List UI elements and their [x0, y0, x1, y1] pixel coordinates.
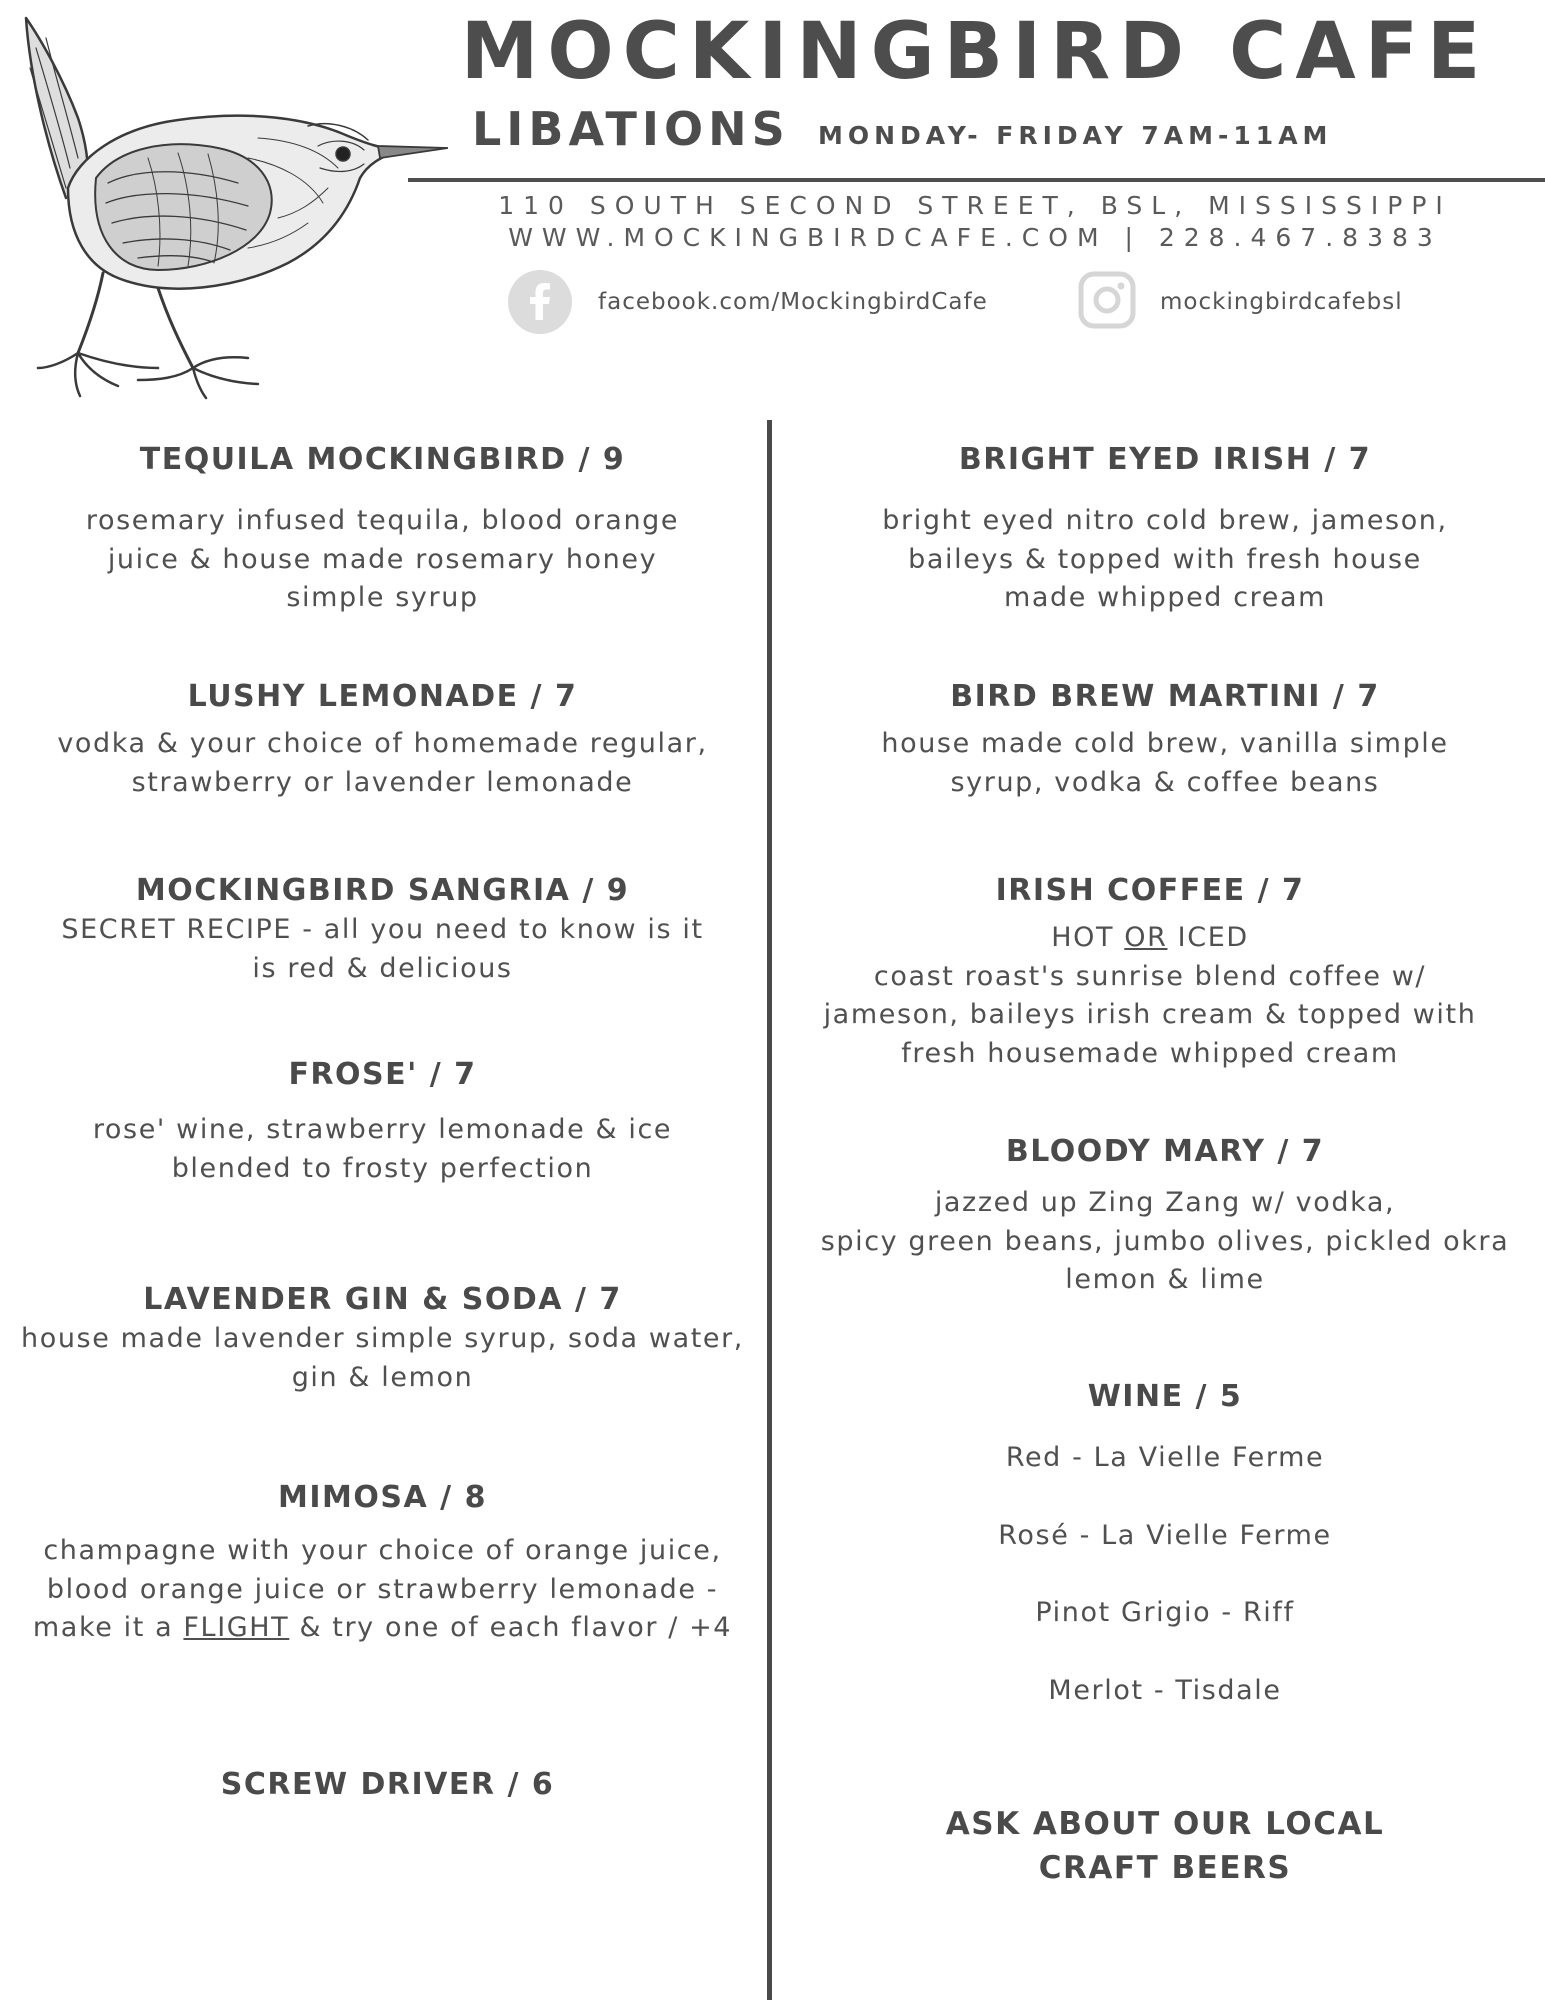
item-name: SCREW DRIVER / 6 — [220, 1767, 555, 1802]
item-name: MIMOSA / 8 — [278, 1480, 487, 1515]
header-divider — [408, 178, 1545, 182]
wine-option: Red - La Vielle Ferme — [1005, 1442, 1325, 1473]
item-desc-line: bright eyed nitro cold brew, jameson, — [882, 505, 1448, 536]
item-desc-line: baileys & topped with fresh house — [908, 543, 1422, 575]
instagram-icon — [1078, 270, 1136, 330]
menu-item-bright-eyed-irish — [790, 440, 1540, 618]
item-desc-line: champagne with your choice of orange juice, — [43, 1535, 722, 1566]
item-desc-line: gin & lemon — [291, 1361, 474, 1393]
craft-beer-line-2: CRAFT BEERS — [1038, 1850, 1292, 1886]
item-desc-line: blood orange juice or strawberry lemonade - — [46, 1573, 719, 1605]
wine-option: Merlot - Tisdale — [1048, 1674, 1282, 1706]
menu-item-bloody-mary — [790, 1132, 1540, 1300]
menu-item-irish-coffee — [780, 871, 1520, 1073]
menu-item-screw-driver — [0, 1765, 775, 1805]
item-desc-line: rosemary infused tequila, blood orange — [85, 505, 680, 536]
menu-subtitle: LIBATIONS — [472, 102, 790, 156]
craft-beer-note — [790, 1802, 1540, 1890]
item-desc-line: strawberry or lavender lemonade — [131, 766, 634, 798]
item-desc-line: jazzed up Zing Zang w/ vodka, — [934, 1187, 1396, 1218]
item-desc-line: is red & delicious — [252, 952, 513, 984]
column-divider — [767, 420, 772, 2000]
item-desc-line: house made lavender simple syrup, soda water, — [21, 1323, 744, 1354]
item-desc-line: SECRET RECIPE - all you need to know is it — [61, 914, 704, 945]
hot-label: HOT — [1051, 922, 1125, 953]
flight-word: FLIGHT — [183, 1612, 290, 1643]
flight-pre: make it a — [32, 1612, 184, 1643]
item-name: WINE / 5 — [1087, 1379, 1243, 1414]
item-name: BIRD BREW MARTINI / 7 — [950, 679, 1380, 714]
item-desc-line: blended to frosty perfection — [171, 1152, 594, 1184]
menu-item-wine — [790, 1377, 1540, 1710]
item-desc-line: syrup, vodka & coffee beans — [950, 766, 1380, 798]
item-name: IRISH COFFEE / 7 — [995, 873, 1305, 908]
item-desc-line: spicy green beans, jumbo olives, pickled okra — [820, 1225, 1510, 1257]
item-desc-line: lemon & lime — [1065, 1264, 1265, 1295]
contact-line: WWW.MOCKINGBIRDCAFE.COM | 228.467.8383 — [508, 223, 1442, 252]
flight-offer — [0, 1609, 765, 1648]
item-desc-line: coast roast's sunrise blend coffee w/ — [873, 960, 1427, 992]
wine-option: Pinot Grigio - Riff — [1035, 1597, 1295, 1628]
iced-label: ICED — [1167, 922, 1249, 953]
flight-post: & try one of each flavor / +4 — [289, 1612, 733, 1643]
address: 110 SOUTH SECOND STREET, BSL, MISSISSIPPI — [498, 191, 1452, 220]
item-name: MOCKINGBIRD SANGRIA / 9 — [135, 873, 630, 908]
item-name: BRIGHT EYED IRISH / 7 — [958, 442, 1372, 477]
item-desc-line: house made cold brew, vanilla simple — [881, 728, 1449, 759]
item-name: BLOODY MARY / 7 — [1005, 1134, 1325, 1169]
menu-item-frose — [0, 1055, 765, 1188]
instagram-handle[interactable]: mockingbirdcafebsl — [1160, 289, 1403, 315]
menu-item-tequila-mockingbird — [0, 440, 765, 618]
menu-item-lavender-gin-soda — [0, 1280, 765, 1397]
facebook-handle[interactable]: facebook.com/MockingbirdCafe — [598, 289, 988, 315]
craft-beer-line-1: ASK ABOUT OUR LOCAL — [945, 1806, 1385, 1842]
item-name: LUSHY LEMONADE / 7 — [187, 679, 578, 714]
hot-or-iced — [780, 919, 1520, 958]
menu-item-mimosa — [0, 1478, 765, 1648]
item-name: LAVENDER GIN & SODA / 7 — [143, 1282, 622, 1317]
hours: MONDAY- FRIDAY 7AM-11AM — [818, 121, 1333, 150]
menu-item-mockingbird-sangria — [0, 871, 765, 988]
item-name: TEQUILA MOCKINGBIRD / 9 — [139, 442, 626, 477]
item-name: FROSE' / 7 — [288, 1057, 477, 1092]
menu-item-bird-brew-martini — [790, 677, 1540, 802]
item-desc-line: rose' wine, strawberry lemonade & ice — [92, 1114, 673, 1145]
item-desc-line: made whipped cream — [1003, 582, 1327, 613]
wine-option: Rosé - La Vielle Ferme — [998, 1519, 1332, 1551]
facebook-icon — [508, 270, 572, 334]
item-desc-line: fresh housemade whipped cream — [901, 1037, 1399, 1069]
item-desc-line: jameson, baileys irish cream & topped with — [823, 999, 1477, 1030]
menu-item-lushy-lemonade — [0, 677, 765, 802]
bird-illustration — [8, 8, 448, 428]
or-label: OR — [1124, 922, 1168, 953]
item-desc-line: juice & house made rosemary honey — [107, 543, 658, 575]
item-desc-line: simple syrup — [286, 582, 479, 613]
item-desc-line: vodka & your choice of homemade regular, — [57, 728, 708, 759]
cafe-title: MOCKINGBIRD CAFE — [460, 7, 1490, 97]
